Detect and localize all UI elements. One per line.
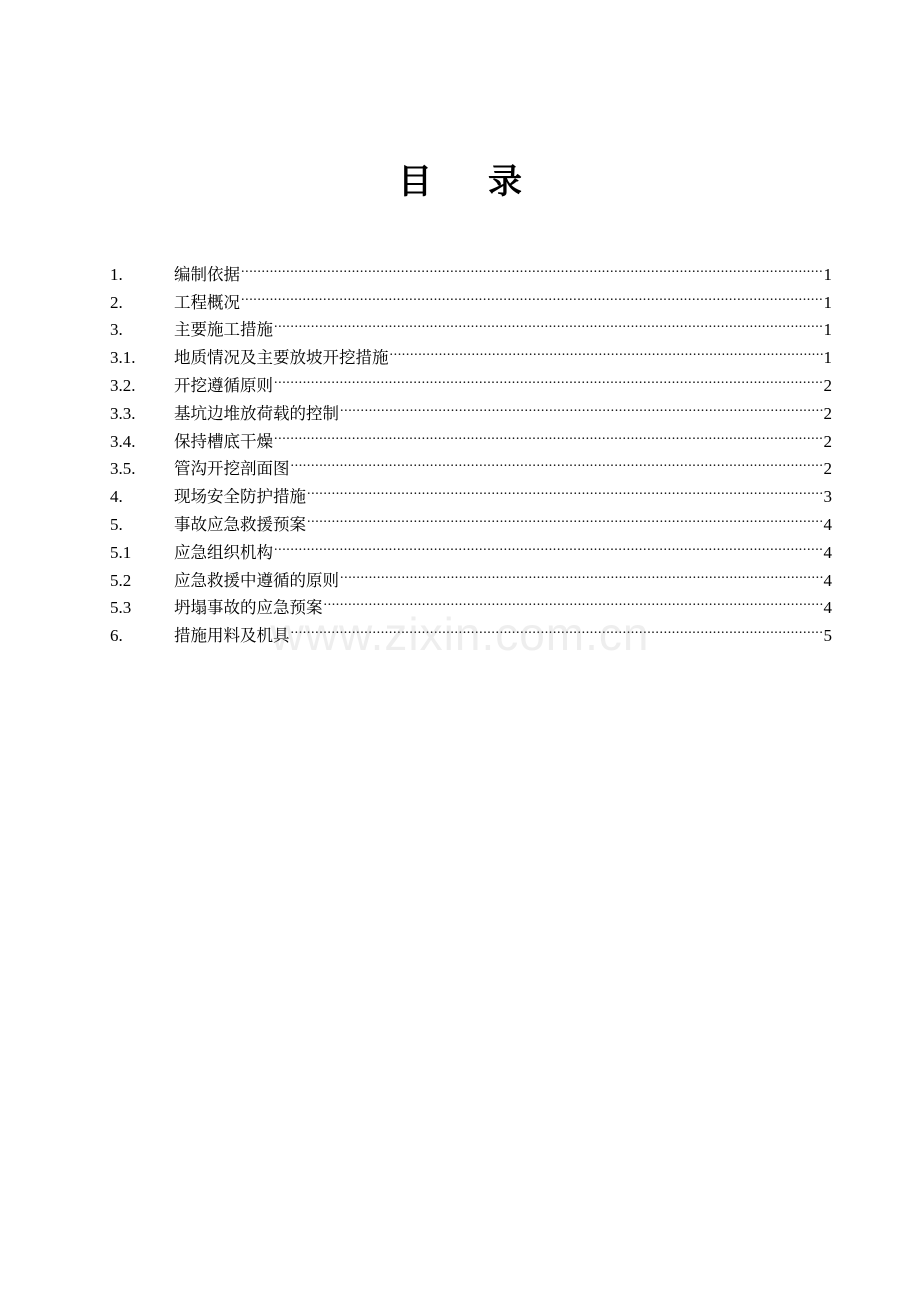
toc-entry-title: 主要施工措施: [174, 320, 273, 340]
toc-entry-page: 1: [823, 264, 832, 284]
toc-entry-page: 4: [823, 570, 832, 590]
toc-dot-leader: [274, 363, 823, 391]
toc-entry-title: 开挖遵循原则: [174, 375, 273, 395]
toc-entry-title: 地质情况及主要放坡开挖措施: [174, 348, 389, 368]
toc-entry-page: 3: [823, 487, 832, 507]
toc-entry-page: 2: [823, 459, 832, 479]
toc-dot-leader: [307, 474, 823, 502]
toc-dot-leader: [340, 391, 823, 419]
toc-entry-title: 坍塌事故的应急预案: [174, 598, 323, 618]
toc-dot-leader: [274, 308, 823, 336]
toc-dot-leader: [291, 447, 823, 475]
toc-entry-title: 措施用料及机具: [174, 626, 290, 646]
toc-dot-leader: [241, 280, 823, 308]
toc-dot-leader: [307, 502, 823, 530]
toc-entry-number: 5.1: [110, 542, 132, 562]
toc-entry-title: 事故应急救援预案: [174, 514, 306, 534]
toc-entry-number: 2.: [110, 292, 123, 312]
toc-entry-number: 5.2: [110, 570, 132, 590]
toc-entry-number: 3.1.: [110, 348, 136, 368]
toc-entry-number: 3.2.: [110, 375, 136, 395]
toc-entry-title: 保持槽底干燥: [174, 431, 273, 451]
toc-dot-leader: [274, 530, 823, 558]
toc-entry-title: 编制依据: [174, 264, 240, 284]
toc-dot-leader: [274, 419, 823, 447]
toc-entry[interactable]: [110, 252, 832, 284]
toc-entry-number: 5.3: [110, 598, 132, 618]
toc-entry-page: 2: [823, 375, 832, 395]
toc-entry-page: 2: [823, 403, 832, 423]
toc-entry-number: 3.3.: [110, 403, 136, 423]
toc-entry-title: 基坑边堆放荷载的控制: [174, 403, 339, 423]
toc-dot-leader: [324, 586, 823, 614]
toc-entry-page: 4: [823, 542, 832, 562]
toc-entry-page: 1: [823, 292, 832, 312]
toc-entry-title: 应急组织机构: [174, 542, 273, 562]
toc-list: [110, 252, 832, 646]
toc-entry-number: 6.: [110, 626, 123, 646]
watermark: www.zixin.com.cn: [270, 608, 650, 660]
toc-entry-page: 4: [823, 514, 832, 534]
toc-dot-leader: [340, 558, 823, 586]
toc-entry-number: 3.4.: [110, 431, 136, 451]
toc-entry-page: 1: [823, 348, 832, 368]
toc-dot-leader: [241, 252, 823, 280]
toc-dot-leader: [390, 335, 823, 363]
toc-dot-leader: [291, 613, 823, 641]
toc-title: 目录: [398, 162, 578, 202]
toc-entry-number: 3.: [110, 320, 123, 340]
toc-entry-page: 5: [823, 626, 832, 646]
toc-entry-title: 工程概况: [174, 292, 240, 312]
toc-entry-title: 管沟开挖剖面图: [174, 459, 290, 479]
toc-entry-page: 2: [823, 431, 832, 451]
toc-entry-title: 应急救援中遵循的原则: [174, 570, 339, 590]
toc-entry-number: 4.: [110, 487, 123, 507]
toc-entry-number: 1.: [110, 264, 123, 284]
toc-entry-title: 现场安全防护措施: [174, 487, 306, 507]
toc-entry-number: 5.: [110, 514, 123, 534]
toc-entry-page: 1: [823, 320, 832, 340]
toc-entry-page: 4: [823, 598, 832, 618]
toc-entry-number: 3.5.: [110, 459, 136, 479]
